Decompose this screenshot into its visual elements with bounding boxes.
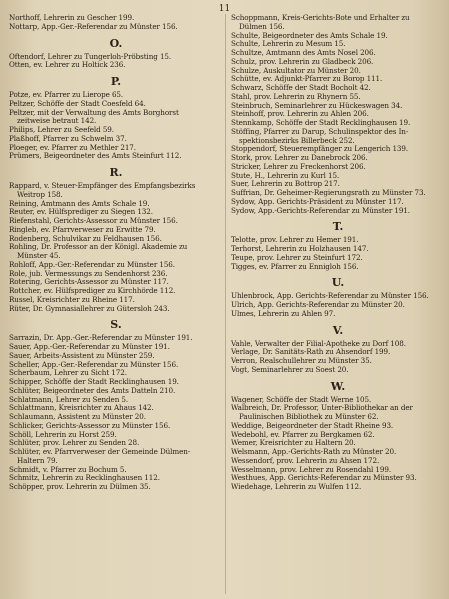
section-letter: U.	[331, 276, 345, 290]
index-entry: Northoff, Lehrerin zu Gescher 199.	[9, 14, 135, 22]
index-entry: Russel, Kreisrichter zu Rheine 117.	[9, 295, 135, 304]
index-entry: Münster 45.	[17, 252, 61, 260]
column-divider	[225, 14, 226, 594]
index-entry: Scheller, App.-Ger.-Referendar zu Münster 156.	[9, 360, 179, 369]
index-entry: Wesselmann, prov. Lehrer zu Rosendahl 199.	[231, 465, 392, 474]
index-entry: Rohloff, App.-Ger.-Referendar zu Münster 156.	[9, 260, 175, 269]
index-entry: Wessendorf, prov. Lehrerin zu Ahsen 172.	[231, 456, 380, 465]
index-entry: Sauer, App.-Ger.-Referendar zu Münster 191.	[9, 343, 170, 351]
index-entry: Dülmen 156.	[239, 22, 285, 31]
index-entry: Oftendorf, Lehrer zu Tungerloh-Pröbsting 15.	[9, 52, 172, 61]
index-entry: Schlattmann, Kreisrichter zu Ahaus 142.	[9, 404, 154, 413]
index-entry: Role, jub. Vermessungs zu Sendenhorst 236.	[9, 269, 168, 278]
index-entry: Schlüter, Beigeordneter des Amts Datteln 210.	[9, 386, 176, 395]
index-entry: Sydow, App. Gerichts-Präsident zu Münster 117.	[231, 197, 404, 206]
index-entry: Reining, Amtmann des Amts Schale 19.	[9, 199, 150, 208]
index-entry: Teupe, prov. Lehrer zu Steinfurt 172.	[231, 253, 363, 262]
section-letter: R.	[109, 166, 123, 179]
index-entry: Sydow, App.-Gerichts-Referendar zu Münster 191.	[231, 206, 410, 215]
index-entry: Schwarz, Schöffe der Stadt Bocholt 42.	[231, 84, 371, 92]
index-entry: Ulmes, Lehrerin zu Ahlen 97.	[231, 309, 336, 318]
index-entry: Schlüter, prov. Lehrer zu Senden 28.	[9, 439, 140, 448]
index-entry: Schmidt, v. Pfarrer zu Bochum 5.	[9, 465, 127, 474]
index-entry: Terhorst, Lehrerin zu Holzhausen 147.	[231, 245, 369, 253]
index-entry: Scherbaum, Lehrer zu Sicht 172.	[9, 369, 127, 378]
index-entry: Weitrop 158.	[17, 190, 63, 199]
index-entry: Potze, ev. Pfarrer zu Lierope 65.	[9, 91, 124, 99]
index-entry: Schmitz, Lehrerin zu Recklinghausen 112.	[9, 474, 160, 483]
index-entry: Sarrazin, Dr. App.-Ger.-Referendar zu Münster 191.	[9, 334, 193, 343]
page-number: 11	[218, 4, 231, 14]
index-entry: Schulze, Auskultator zu Münster 20.	[231, 66, 361, 75]
index-entry: Stahl, prov. Lehrerin zu Rhynern 55.	[231, 92, 361, 101]
index-entry: Stöffing, Pfarrer zu Darup, Schulinspektor des In-	[231, 127, 409, 136]
index-entry: Riefenstahl, Gerichts-Assessor zu Münster 156.	[9, 217, 178, 225]
index-entry: Peltzer, Schöffe der Stadt Coesfeld 64.	[9, 99, 146, 108]
section-letter: O.	[109, 36, 123, 50]
index-entry: Ulrich, App. Gerichts-Referendar zu Münster 20.	[231, 301, 405, 309]
index-entry: Prümers, Beigeordneter des Amts Steinfurt 112.	[9, 152, 182, 161]
index-entry: Telotte, prov. Lehrer zu Hemer 191.	[231, 236, 359, 245]
index-entry: Rottcher, ev. Hülfsprediger zu Kirchhörde 112.	[9, 287, 176, 295]
index-entry: Schöll, Lehrerin zu Horst 259.	[9, 430, 117, 439]
index-entry: Rappard, v. Steuer-Empfänger des Empfangsbezirks	[9, 182, 196, 190]
index-entry: Schulz, prov. Lehrerin zu Gladbeck 206.	[231, 57, 374, 66]
index-entry: Walbreich, Dr. Professor, Unter-Bibliothekar an der	[231, 404, 413, 413]
index-entry: Schlaumann, Assistent zu Münster 20.	[9, 413, 146, 421]
index-entry: Vogt, Seminarlehrer zu Soest 20.	[231, 365, 349, 374]
section-letter: P.	[110, 75, 122, 88]
index-entry: Stork, prov. Lehrer zu Danebrock 206.	[231, 154, 368, 162]
index-entry: Weddige, Beigeordneter der Stadt Rheine 93.	[231, 421, 394, 430]
index-entry: Schlicker, Gerichts-Assessor zu Münster 156.	[9, 421, 171, 430]
index-entry: Nottarp, App.-Ger.-Referendar zu Münster 156.	[9, 22, 178, 31]
index-entry: Wiedehage, Lehrerin zu Wulfen 112.	[231, 483, 362, 491]
index-entry: Paulinischen Bibliothek zu Münster 62.	[239, 413, 379, 421]
index-entry: Wedebohl, ev. Pfarrer zu Bergkamen 62.	[231, 430, 375, 439]
index-entry: Rotering, Gerichts-Assessor zu Münster 117.	[9, 278, 169, 287]
index-entry: Rüter, Dr. Gymnasiallehrer zu Gütersloh 243.	[9, 304, 170, 313]
index-entry: Rohling, Dr. Professor an der Königl. Akademie zu	[9, 243, 188, 252]
index-entry: Vahle, Verwalter der Filial-Apotheke zu Dorf 108.	[231, 339, 406, 348]
index-entry: Rodenberg, Schulvikar zu Feldhausen 156.	[9, 234, 162, 243]
index-entry: Stute, H., Lehrerin zu Kurl 15.	[231, 171, 340, 180]
section-letter: S.	[110, 318, 122, 332]
index-entry: Otten, ev. Lehrer zu Holtick 236.	[9, 61, 126, 70]
index-entry: Schlatmann, Lehrer zu Senden 5.	[9, 395, 129, 404]
index-entry: zeitweise betraut 142.	[17, 117, 97, 126]
index-entry: Stoppendorf, Steuerempfänger zu Lengerich 139.	[231, 145, 409, 154]
index-entry: Schulte, Beigeordneter des Amts Schale 19.	[231, 31, 388, 40]
index-entry: Verlage, Dr. Sanitäts-Rath zu Ahsendorf 199.	[231, 348, 391, 357]
right-column	[231, 14, 445, 596]
index-entry: Peltzer, mit der Verwaltung des Amts Borghorst	[9, 108, 179, 117]
index-entry: Schütte, ev. Adjunkt-Pfarrer zu Borop 111.	[231, 75, 383, 84]
index-entry: spektionsbezirks Billerbeck 252.	[239, 136, 355, 145]
index-entry: Tigges, ev. Pfarrer zu Ennigloh 156.	[231, 262, 359, 271]
index-entry: Stricker, Lehrer zu Freckenhorst 206.	[231, 162, 366, 171]
index-entry: Westhues, App. Gerichts-Referendar zu Münster 93.	[231, 474, 417, 483]
section-letter: T.	[332, 220, 344, 234]
index-entry: Philips, Lehrer zu Seefeld 59.	[9, 126, 114, 134]
index-entry: Suer, Lehrerin zu Bottrop 217.	[231, 180, 340, 189]
index-entry: Suffrian, Dr. Geheimer-Regierungsrath zu Münster 73.	[231, 189, 426, 197]
index-entry: Schoppmann, Kreis-Gerichts-Bote und Erhalter zu	[231, 14, 410, 22]
section-letter: W.	[330, 379, 346, 393]
index-entry: Schulte, Lehrerin zu Mesum 15.	[231, 40, 346, 49]
index-entry: Uhlenbrock, App. Gerichts-Referendar zu Münster 156.	[231, 292, 429, 301]
index-entry: Haltern 79.	[17, 456, 58, 465]
index-entry: Schultze, Amtmann des Amts Nosel 206.	[231, 49, 376, 57]
index-entry: Plaßhoff, Pfarrer zu Schwelm 37.	[9, 134, 127, 143]
index-entry: Steinbruch, Seminarlehrer zu Hückeswagen 34.	[231, 101, 403, 110]
index-entry: Schöpper, prov. Lehrerin zu Dülmen 35.	[9, 483, 151, 491]
index-entry: Schipper, Schöffe der Stadt Recklinghausen 19.	[9, 378, 179, 386]
index-entry: Schlüter, ev. Pfarrverweser der Gemeinde Dülmen-	[9, 448, 191, 456]
index-entry: Verron, Realschullehrer zu Münster 35.	[231, 357, 372, 365]
index-entry: Reuter, ev. Hülfsprediger zu Siegen 132.	[9, 208, 153, 217]
index-entry: Steinhoff, prov. Lehrerin zu Ahlen 206.	[231, 110, 369, 119]
index-entry: Welsmann, App.-Gerichts-Rath zu Münster 20.	[231, 448, 397, 456]
index-entry: Ploeger, ev. Pfarrer zu Methler 217.	[9, 143, 136, 152]
left-column	[9, 14, 223, 596]
section-letter: V.	[332, 323, 344, 337]
index-entry: Wagener, Schöffe der Stadt Werne 105.	[231, 395, 372, 404]
index-entry: Wemer, Kreisrichter zu Haltern 20.	[231, 439, 356, 448]
index-entry: Stennkamp, Schöffe der Stadt Recklinghausen 19.	[231, 119, 411, 127]
index-entry: Ringleb, ev. Pfarrverweser zu Erwitte 79.	[9, 225, 156, 234]
index-entry: Sauer, Arbeits-Assistent zu Münster 259.	[9, 351, 155, 360]
